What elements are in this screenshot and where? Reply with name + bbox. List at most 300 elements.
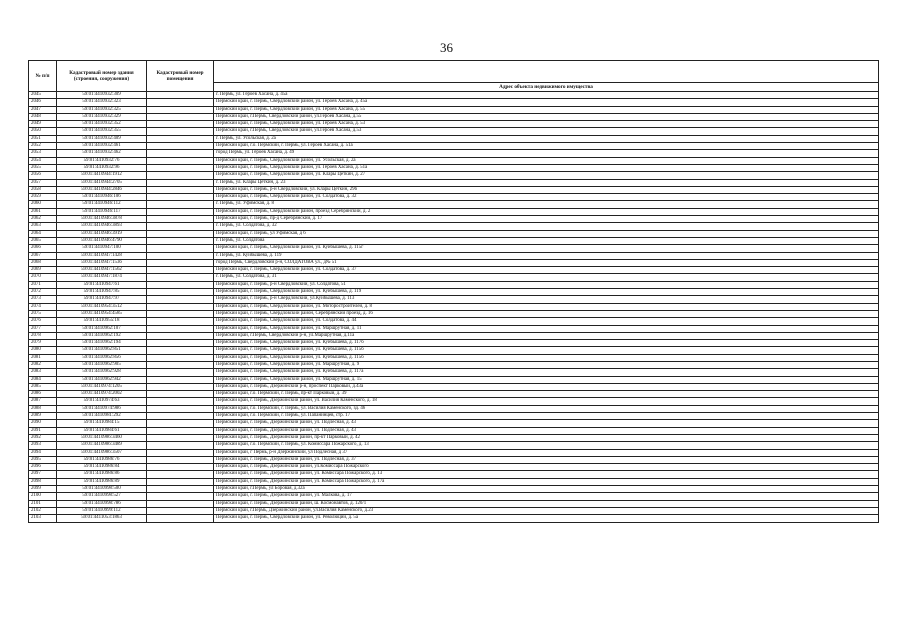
cadastral-number: 59:01:4410932:76 xyxy=(57,157,147,164)
row-number: 2101 xyxy=(29,500,57,507)
table-row xyxy=(29,332,879,339)
object-address: Пермский край, г. Пермь, Дзержинский р-н, проспект Парковый, д.43а xyxy=(214,383,879,390)
table-row xyxy=(29,383,879,390)
header-cadastral-building: Кадастровый номер здания (строения, сооружения) xyxy=(57,61,147,92)
room-cadastral-number xyxy=(147,369,214,376)
cadastral-number: 59:01:4410944:2846 xyxy=(57,186,147,193)
room-cadastral-number xyxy=(147,361,214,368)
room-cadastral-number xyxy=(147,274,214,281)
room-cadastral-number xyxy=(147,434,214,441)
row-number: 2050 xyxy=(29,128,57,135)
room-cadastral-number xyxy=(147,157,214,164)
room-cadastral-number xyxy=(147,237,214,244)
table-row xyxy=(29,245,879,252)
row-number: 2081 xyxy=(29,354,57,361)
row-number: 2082 xyxy=(29,361,57,368)
page-number: 36 xyxy=(440,40,453,55)
room-cadastral-number xyxy=(147,164,214,171)
table-row xyxy=(29,99,879,106)
row-number: 2053 xyxy=(29,150,57,157)
room-cadastral-number xyxy=(147,289,214,296)
room-cadastral-number xyxy=(147,398,214,405)
room-cadastral-number xyxy=(147,471,214,478)
row-number: 2068 xyxy=(29,259,57,266)
table-row xyxy=(29,486,879,493)
table-row xyxy=(29,289,879,296)
cadastral-number: 59:01:4410932:355 xyxy=(57,128,147,135)
room-cadastral-number xyxy=(147,223,214,230)
room-cadastral-number xyxy=(147,252,214,259)
table-row xyxy=(29,361,879,368)
cadastral-number: 59:01:4410947:1536 xyxy=(57,259,147,266)
table-row xyxy=(29,201,879,208)
room-cadastral-number xyxy=(147,106,214,113)
row-number: 2065 xyxy=(29,237,57,244)
cadastral-number: 59:01:4410946:3893 xyxy=(57,223,147,230)
cadastral-number: 59:01:4410946:117 xyxy=(57,208,147,215)
room-cadastral-number xyxy=(147,121,214,128)
cadastral-number: 59:01:4410986:89 xyxy=(57,478,147,485)
object-address: Пермский край, г. Пермь, р-н Свердловский, ул.Куйбышева, д. 113 xyxy=(214,296,879,303)
cadastral-number: 59:01:4410962:905 xyxy=(57,361,147,368)
object-address: Пермский край, г. Пермь, Дзержинский район, пр-кт Парковый, д. 42 xyxy=(214,434,879,441)
table-row xyxy=(29,179,879,186)
table-row xyxy=(29,216,879,223)
cadastral-number: 59:01:4410998:527 xyxy=(57,493,147,500)
table-row xyxy=(29,296,879,303)
row-number: 2094 xyxy=(29,449,57,456)
object-address: Пермский край, г. Пермь, Свердловский район, ул. Куйбышева, д. 117б xyxy=(214,340,879,347)
room-cadastral-number xyxy=(147,354,214,361)
object-address: Пермский край, г. Пермь, Свердловский район, ул. Революции, д. 5а xyxy=(214,515,879,522)
object-address: Пермский край, г. Пермь, Свердловский район, ул. Маршрутная, д. 9 xyxy=(214,361,879,368)
table-row xyxy=(29,347,879,354)
cadastral-number: 59:01:4410932:325 xyxy=(57,106,147,113)
object-address: Пермский край, г. Пермь, Свердловский район, ул. Куйбышева, д. 117а xyxy=(214,369,879,376)
cadastral-number: 59:01:4410947:85 xyxy=(57,289,147,296)
object-address: Пермский край, г. Пермь, Свердловский район, ул. Солдатова, д. 37 xyxy=(214,267,879,274)
table-row xyxy=(29,413,879,420)
object-address: г. Пермь, ул. Героев Хасана, д. 45а xyxy=(214,92,879,99)
table-row xyxy=(29,515,879,522)
table-row xyxy=(29,427,879,434)
row-number: 2097 xyxy=(29,471,57,478)
cadastral-number: 59:01:4410974:1205 xyxy=(57,383,147,390)
row-number: 2062 xyxy=(29,216,57,223)
room-cadastral-number xyxy=(147,128,214,135)
room-cadastral-number xyxy=(147,92,214,99)
table-row xyxy=(29,237,879,244)
cadastral-number: 59:01:4410932:352 xyxy=(57,121,147,128)
object-address: Пермский край, г. Пермь, Дзержинский район, ул. Малкова, д. 17 xyxy=(214,493,879,500)
object-address: Пермский край, г. Пермь, Свердловский район, ул. Героев Хасана, д. 53 xyxy=(214,121,879,128)
table-row xyxy=(29,121,879,128)
cadastral-number: 59:01:4410986:86 xyxy=(57,471,147,478)
table-row xyxy=(29,376,879,383)
cadastral-number: 59:01:4410955:18 xyxy=(57,318,147,325)
room-cadastral-number xyxy=(147,500,214,507)
room-cadastral-number xyxy=(147,281,214,288)
object-address: г. Пермь, ул. Солдатова xyxy=(214,237,879,244)
row-number: 2077 xyxy=(29,325,57,332)
cadastral-number: 59:01:4410974:986 xyxy=(57,405,147,412)
object-address: Пермский край, г.о. Пермский, г. Пермь, ул. Папанинцев, стр. 17 xyxy=(214,413,879,420)
row-number: 2056 xyxy=(29,172,57,179)
row-number: 2055 xyxy=(29,164,57,171)
room-cadastral-number xyxy=(147,267,214,274)
row-number: 2075 xyxy=(29,310,57,317)
object-address: Пермский край, г. Пермь, Свердловский район, ул. Усольская, д. 2а xyxy=(214,157,879,164)
row-number: 2085 xyxy=(29,383,57,390)
row-number: 2066 xyxy=(29,245,57,252)
table-row xyxy=(29,106,879,113)
table-row xyxy=(29,194,879,201)
table-row xyxy=(29,230,879,237)
object-address: Пермский край, г. Пермь, Дзержинский район, ул. Комиссара Пожарского, д. 17а xyxy=(214,478,879,485)
cadastral-number: 59:01:4410962:107 xyxy=(57,325,147,332)
table-row xyxy=(29,369,879,376)
row-number: 2095 xyxy=(29,456,57,463)
row-number: 2096 xyxy=(29,464,57,471)
row-number: 2059 xyxy=(29,194,57,201)
row-number: 2102 xyxy=(29,507,57,514)
row-number: 2089 xyxy=(29,413,57,420)
object-address: Пермский край, г. Пермь, р-н Свердловский, ул. Солдатова, 51 xyxy=(214,281,879,288)
object-address: г. Пермь, ул. Уфимская, д. 8 xyxy=(214,201,879,208)
cadastral-number: 59:01:4410946:3919 xyxy=(57,230,147,237)
row-number: 2046 xyxy=(29,99,57,106)
row-number: 2045 xyxy=(29,92,57,99)
room-cadastral-number xyxy=(147,413,214,420)
object-address: Пермский край, г. Пермь, Дзержинский район, ул. Подлесная, д. 43 xyxy=(214,420,879,427)
cadastral-number: 59:01:4410981:292 xyxy=(57,413,147,420)
object-address: Пермский край, г. Пермь, Дзержинский район, ул. Комиссара Пожарского, д. 13 xyxy=(214,471,879,478)
room-cadastral-number xyxy=(147,143,214,150)
table-row xyxy=(29,150,879,157)
cadastral-number: 59:01:4410932:323 xyxy=(57,99,147,106)
cadastral-number: 59:01:4410954:3512 xyxy=(57,303,147,310)
room-cadastral-number xyxy=(147,442,214,449)
object-address: г. Пермь, ул. Солдатова, д. 32 xyxy=(214,223,879,230)
object-address: Пермский край, г. Пермь, Свердловский район, ул. Куйбышева, д. 119 xyxy=(214,289,879,296)
cadastral-number: 59:01:4411053:1863 xyxy=(57,515,147,522)
table-row xyxy=(29,471,879,478)
object-address: Пермский край, г. Пермь, Свердловский район, ул. Героев Хасана, д. 51а xyxy=(214,164,879,171)
object-address: Пермский край, г. Пермь, р-н Свердловский, ул. Клары Цеткин, 29б xyxy=(214,186,879,193)
cadastral-number: 59:01:4410947:1562 xyxy=(57,267,147,274)
object-address: Пермский край, г. Пермь, Дзержинский район, ул. Подлесная, д. 43 xyxy=(214,427,879,434)
cadastral-number: 59:01:4410944:2705 xyxy=(57,179,147,186)
room-cadastral-number xyxy=(147,186,214,193)
cadastral-number: 59:01:4410962:194 xyxy=(57,340,147,347)
room-cadastral-number xyxy=(147,449,214,456)
table-row xyxy=(29,405,879,412)
object-address: Пермский край, г.Пермь, Свердловский район, ул.Героев Хасана, д.55 xyxy=(214,113,879,120)
object-address: Пермский край, г.о. Пермский, г. Пермь, ул. Комиссара Пожарского, д. 13 xyxy=(214,442,879,449)
object-address: г. Пермь, ул. Усольская, д. 2а xyxy=(214,135,879,142)
table-row xyxy=(29,398,879,405)
cadastral-number: 59:01:4410947:100 xyxy=(57,245,147,252)
room-cadastral-number xyxy=(147,135,214,142)
cadastral-number: 59:01:4410954:4585 xyxy=(57,310,147,317)
room-cadastral-number xyxy=(147,303,214,310)
table-row xyxy=(29,507,879,514)
room-cadastral-number xyxy=(147,245,214,252)
header-cadastral-room: Кадастровый номер помещения xyxy=(147,61,214,92)
table-row xyxy=(29,186,879,193)
table-row xyxy=(29,208,879,215)
room-cadastral-number xyxy=(147,310,214,317)
room-cadastral-number xyxy=(147,493,214,500)
room-cadastral-number xyxy=(147,405,214,412)
row-number: 2093 xyxy=(29,442,57,449)
cadastral-number: 59:01:4410947:97 xyxy=(57,296,147,303)
table-row xyxy=(29,259,879,266)
cadastral-number: 59:01:4410962:942 xyxy=(57,376,147,383)
room-cadastral-number xyxy=(147,486,214,493)
table-header xyxy=(29,61,879,92)
cadastral-number: 59:01:4410932:309 xyxy=(57,92,147,99)
row-number: 2074 xyxy=(29,303,57,310)
row-number: 2060 xyxy=(29,201,57,208)
table-row xyxy=(29,274,879,281)
cadastral-number: 59:01:4410998:786 xyxy=(57,500,147,507)
table-row xyxy=(29,500,879,507)
row-number: 2061 xyxy=(29,208,57,215)
object-address: г. Пермь, ул. Клары Цеткин, д. 23 xyxy=(214,179,879,186)
object-address: г. Пермь, ул. Куйбышева, д. 119 xyxy=(214,252,879,259)
room-cadastral-number xyxy=(147,456,214,463)
cadastral-number: 59:01:4410984:61 xyxy=(57,427,147,434)
object-address: город Пермь, Свердловский р-н, СОЛДАТОВА ул., д№ 51 xyxy=(214,259,879,266)
table-row xyxy=(29,318,879,325)
room-cadastral-number xyxy=(147,179,214,186)
cadastral-number: 59:01:4410962:928 xyxy=(57,369,147,376)
row-number: 2054 xyxy=(29,157,57,164)
row-number: 2047 xyxy=(29,106,57,113)
room-cadastral-number xyxy=(147,464,214,471)
row-number: 2051 xyxy=(29,135,57,142)
table-row xyxy=(29,493,879,500)
property-register-table xyxy=(28,60,879,523)
cadastral-number: 59:01:4410946:112 xyxy=(57,201,147,208)
room-cadastral-number xyxy=(147,376,214,383)
row-number: 2086 xyxy=(29,391,57,398)
row-number: 2088 xyxy=(29,405,57,412)
room-cadastral-number xyxy=(147,216,214,223)
object-address: Пермский край, г.о. Пермский, г. Пермь, ул. Героев Хасана, д. 51а xyxy=(214,143,879,150)
row-number: 2069 xyxy=(29,267,57,274)
object-address: Пермский край, г.о. Пермский, г. Пермь, ул. Василия Каменского, зд. 46 xyxy=(214,405,879,412)
row-number: 2080 xyxy=(29,347,57,354)
room-cadastral-number xyxy=(147,332,214,339)
object-address: Пермский край, г. Пермь, Свердловский район, ул. Куйбышева, д. 115б xyxy=(214,347,879,354)
room-cadastral-number xyxy=(147,427,214,434)
room-cadastral-number xyxy=(147,478,214,485)
object-address: Пермский край, г. Пермь, Свердловский район, ул. Героев Хасана, д. 55 xyxy=(214,106,879,113)
object-address: Пермский край, г. Пермь, Свердловский район, ул. Моторостроителей, д. 8 xyxy=(214,303,879,310)
object-address: Пермский край, г.Пермь, Дзержинский район, ул.Василия Каменского, д.23 xyxy=(214,507,879,514)
room-cadastral-number xyxy=(147,230,214,237)
row-number: 2099 xyxy=(29,486,57,493)
object-address: Пермский край, г. Пермь, Свердловский район, ул. Солдатова, д. 32 xyxy=(214,194,879,201)
table-row xyxy=(29,325,879,332)
cadastral-number: 59:01:4410947:61 xyxy=(57,281,147,288)
table-row xyxy=(29,449,879,456)
object-address: Пермский край, г. Пермь, Дзержинский район, ш. Космонавтов, д. 120/1 xyxy=(214,500,879,507)
row-number: 2072 xyxy=(29,289,57,296)
table-row xyxy=(29,135,879,142)
table-row xyxy=(29,434,879,441)
object-address: Пермский край, г. Пермь, Свердловский район, ул. Героев Хасана, д. 45а xyxy=(214,99,879,106)
row-number: 2058 xyxy=(29,186,57,193)
row-number: 2067 xyxy=(29,252,57,259)
cadastral-number: 59:01:4410999:112 xyxy=(57,507,147,514)
object-address: Пермский край, г. Пермь, Свердловский район, ул. Куйбышева, д. 115г xyxy=(214,245,879,252)
row-number: 2048 xyxy=(29,113,57,120)
object-address: Пермский край, г. Пермь, Свердловский район, ул. Маршрутная, д. 11 xyxy=(214,325,879,332)
object-address: г. Пермь, ул. Солдатова, д. 31 xyxy=(214,274,879,281)
cadastral-number: 59:01:4410998:500 xyxy=(57,486,147,493)
object-address: Пермский край, г. Пермь, Свердловский район, Серебрянский проезд, д. 16 xyxy=(214,310,879,317)
room-cadastral-number xyxy=(147,259,214,266)
room-cadastral-number xyxy=(147,99,214,106)
object-address: Пермский край, г Пермь, р-н Дзержинский, ул Подлесная, д 37 xyxy=(214,449,879,456)
table-row xyxy=(29,420,879,427)
table-row xyxy=(29,281,879,288)
cadastral-number: 59:01:4410944:1912 xyxy=(57,172,147,179)
table-body xyxy=(29,92,879,523)
table-row xyxy=(29,267,879,274)
object-address: Пермский край, г. Пермь, ул Уфимская, д 6 xyxy=(214,230,879,237)
row-number: 2084 xyxy=(29,376,57,383)
object-address: Пермский край, г. Пермь, Дзержинский район, ул. Подлесная, д. 37 xyxy=(214,456,879,463)
cadastral-number: 59:01:4410962:851 xyxy=(57,347,147,354)
object-address: Пермский край, г.Пермь, Свердловский р-н, ул.Маршрутная, д.11а xyxy=(214,332,879,339)
table-row xyxy=(29,340,879,347)
object-address: Пермский край, г.о. Пермский, г. Пермь, пр-кт Парковый, д. 39 xyxy=(214,391,879,398)
cadastral-number: 59:01:4410986:3489 xyxy=(57,442,147,449)
cadastral-number: 59:01:4410946:4790 xyxy=(57,237,147,244)
table-row xyxy=(29,252,879,259)
cadastral-number: 59:01:4410974:2002 xyxy=(57,391,147,398)
room-cadastral-number xyxy=(147,507,214,514)
room-cadastral-number xyxy=(147,208,214,215)
row-number: 2087 xyxy=(29,398,57,405)
table-row xyxy=(29,223,879,230)
row-number: 2092 xyxy=(29,434,57,441)
room-cadastral-number xyxy=(147,347,214,354)
object-address: Пермский край, г. Пермь, Свердловский район, ул. Солдатова, д. 44 xyxy=(214,318,879,325)
table-row xyxy=(29,442,879,449)
row-number: 2071 xyxy=(29,281,57,288)
cadastral-number: 59:01:4410986:3460 xyxy=(57,434,147,441)
cadastral-number: 59:01:4410947:1874 xyxy=(57,274,147,281)
row-number: 2100 xyxy=(29,493,57,500)
header-address: Адрес объекта недвижимого имущества xyxy=(214,83,879,92)
cadastral-number: 59:01:4410962:192 xyxy=(57,332,147,339)
room-cadastral-number xyxy=(147,325,214,332)
room-cadastral-number xyxy=(147,194,214,201)
cadastral-number: 59:01:4410986:84 xyxy=(57,464,147,471)
row-number: 2064 xyxy=(29,230,57,237)
object-address: Пермский край, г. Пермь, Дзержинский район, ул. Василия Каменского, д. 18 xyxy=(214,398,879,405)
cadastral-number: 59:01:4410974:63 xyxy=(57,398,147,405)
row-number: 2057 xyxy=(29,179,57,186)
row-number: 2073 xyxy=(29,296,57,303)
header-blank xyxy=(214,61,879,83)
table-row xyxy=(29,310,879,317)
cadastral-number: 59:01:4410962:856 xyxy=(57,354,147,361)
row-number: 2052 xyxy=(29,143,57,150)
table-row xyxy=(29,464,879,471)
room-cadastral-number xyxy=(147,391,214,398)
row-number: 2076 xyxy=(29,318,57,325)
object-address: Пермский край, г. Пермь, Свердловский район, ул. Куйбышева, д. 115б xyxy=(214,354,879,361)
cadastral-number: 59:01:4410946:3878 xyxy=(57,216,147,223)
room-cadastral-number xyxy=(147,113,214,120)
cadastral-number: 59:01:4410932:409 xyxy=(57,135,147,142)
room-cadastral-number xyxy=(147,172,214,179)
table-row xyxy=(29,128,879,135)
room-cadastral-number xyxy=(147,150,214,157)
object-address: Пермский край, г.Пермь, Свердловский район, ул.Героев Хасана, д.53 xyxy=(214,128,879,135)
room-cadastral-number xyxy=(147,201,214,208)
room-cadastral-number xyxy=(147,318,214,325)
cadastral-number: 59:01:4410932:462 xyxy=(57,150,147,157)
table-row xyxy=(29,172,879,179)
row-number: 2049 xyxy=(29,121,57,128)
cadastral-number: 59:01:4410946:106 xyxy=(57,194,147,201)
object-address: Пермский край, г. Пермь, пр-д Серебрянский, д. 17 xyxy=(214,216,879,223)
cadastral-number: 59:01:4410932:461 xyxy=(57,143,147,150)
table-row xyxy=(29,143,879,150)
row-number: 2098 xyxy=(29,478,57,485)
room-cadastral-number xyxy=(147,296,214,303)
table-row xyxy=(29,456,879,463)
cadastral-number: 59:01:4410947:1428 xyxy=(57,252,147,259)
row-number: 2078 xyxy=(29,332,57,339)
object-address: Пермский край, г.Пермь, ул Боровая, д.32а xyxy=(214,486,879,493)
table-row xyxy=(29,92,879,99)
table-row xyxy=(29,391,879,398)
row-number: 2090 xyxy=(29,420,57,427)
object-address: город Пермь, ул. Героев Хасана, д. 49 xyxy=(214,150,879,157)
cadastral-number: 59:01:4410932:96 xyxy=(57,164,147,171)
cadastral-number: 59:01:4410932:329 xyxy=(57,113,147,120)
object-address: Пермский край, г. Пермь, Свердловский район, ул. Клары Цеткин, д. 27 xyxy=(214,172,879,179)
object-address: Пермский край, г. Пермь, Свердловский район, проезд Серебрянский, д. 2 xyxy=(214,208,879,215)
table-row xyxy=(29,478,879,485)
object-address: Пермский край, г. Пермь, Дзержинский район, ул.Комиссара Пожарского xyxy=(214,464,879,471)
room-cadastral-number xyxy=(147,515,214,522)
table-row xyxy=(29,303,879,310)
row-number: 2070 xyxy=(29,274,57,281)
row-number: 2063 xyxy=(29,223,57,230)
row-number: 2091 xyxy=(29,427,57,434)
cadastral-number: 59:01:4410986:3507 xyxy=(57,449,147,456)
room-cadastral-number xyxy=(147,420,214,427)
object-address: Пермский край, г. Пермь, Свердловский район, ул. Маршрутная, д. 15 xyxy=(214,376,879,383)
row-number: 2103 xyxy=(29,515,57,522)
table-row xyxy=(29,113,879,120)
table-row xyxy=(29,157,879,164)
row-number: 2079 xyxy=(29,340,57,347)
room-cadastral-number xyxy=(147,340,214,347)
table-row xyxy=(29,354,879,361)
cadastral-number: 59:01:4410986:76 xyxy=(57,456,147,463)
row-number: 2083 xyxy=(29,369,57,376)
